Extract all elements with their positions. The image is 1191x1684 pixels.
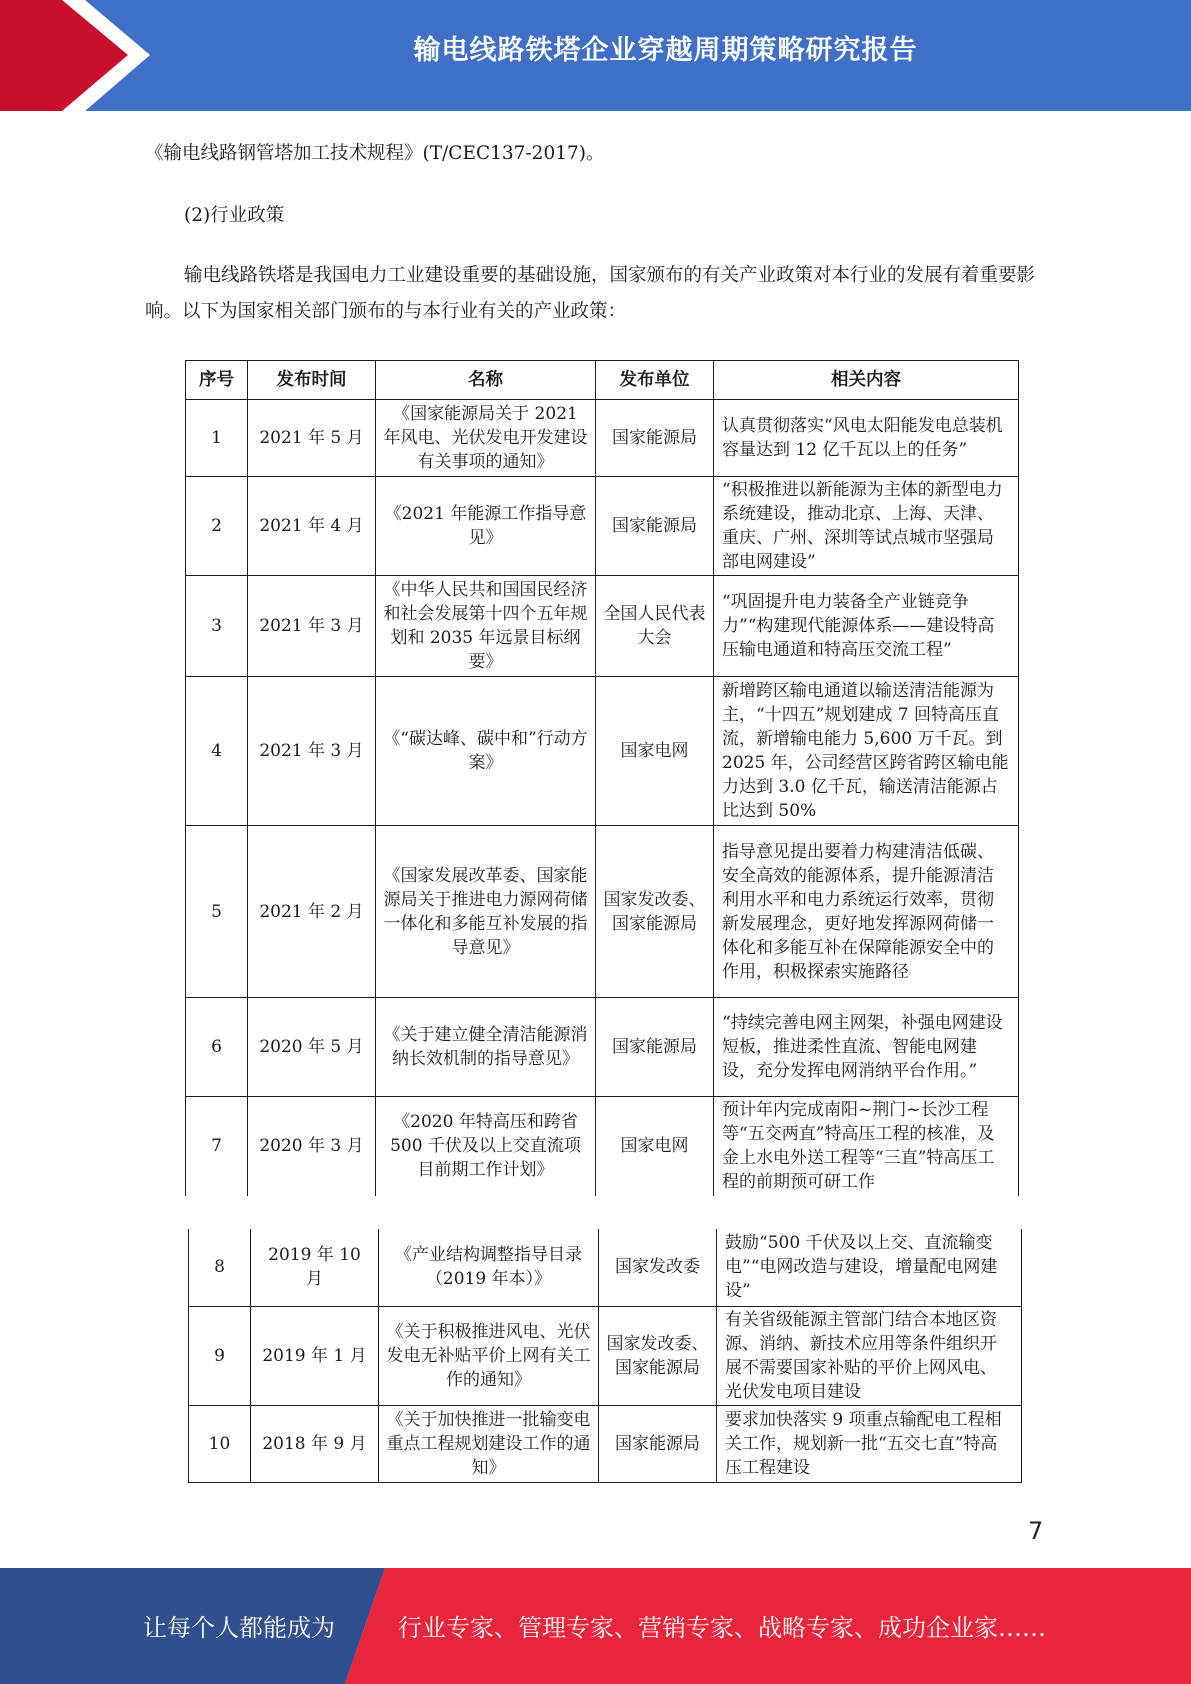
reference-line: 《输电线路钢管塔加工技术规程》(T/CEC137-2017)。 [145,143,605,164]
table-row [189,1405,1022,1482]
section-heading: (2)行业政策 [184,205,285,226]
cell-name: 《关于建立健全清洁能源消纳长效机制的指导意见》 [376,998,596,1097]
cell-no: 1 [186,400,248,477]
table-row [186,1097,1019,1196]
cell-issuer: 国家发改委、国家能源局 [596,826,714,998]
table-row [186,400,1019,477]
cell-name: 《中华人民共和国国民经济和社会发展第十四个五年规划和 2035 年远景目标纲要》 [376,576,596,677]
cell-name: 《关于加快推进一批输变电重点工程规划建设工作的通知》 [379,1405,599,1482]
header-issuer: 发布单位 [596,361,714,400]
cell-name: 《国家能源局关于 2021 年风电、光伏发电开发建设有关事项的通知》 [376,400,596,477]
cell-content: 指导意见提出要着力构建清洁低碳、安全高效的能源体系，提升能源清洁利用水平和电力系统运行效率，贯彻新发展理念，更好地发挥源网荷储一体化和多能互补在保障能源安全中的作用，积极探索实施路径 [714,826,1019,998]
page-number: 7 [1028,1517,1044,1545]
cell-no: 3 [186,576,248,677]
header-no: 序号 [186,361,248,400]
cell-name: 《2021 年能源工作指导意见》 [376,477,596,576]
footer-slogan-left: 让每个人都能成为 [143,1614,335,1642]
cell-content: 预计年内完成南阳~荆门~长沙工程等“五交两直”特高压工程的核准，及金上水电外送工程等“三直”特高压工程的前期预可研工作 [714,1097,1019,1196]
policy-table-part2 [188,1229,1022,1483]
cell-issuer: 全国人民代表大会 [596,576,714,677]
cell-no: 2 [186,477,248,576]
cell-content: “持续完善电网主网架，补强电网建设短板，推进柔性直流、智能电网建设，充分发挥电网消纳平台作用。” [714,998,1019,1097]
header-date: 发布时间 [248,361,376,400]
header-content: 相关内容 [714,361,1019,400]
cell-issuer: 国家能源局 [596,477,714,576]
header-arrow-decoration [0,0,160,111]
cell-date: 2019 年 10 月 [251,1229,379,1306]
cell-date: 2021 年 2 月 [248,826,376,998]
cell-issuer: 国家发改委、国家能源局 [599,1306,717,1405]
policy-table-part1 [185,360,1019,1196]
cell-content: “巩固提升电力装备全产业链竞争力”“构建现代能源体系——建设特高压输电通道和特高压交流工程” [714,576,1019,677]
table-row [186,677,1019,826]
cell-date: 2020 年 3 月 [248,1097,376,1196]
cell-content: 有关省级能源主管部门结合本地区资源、消纳、新技术应用等条件组织开展不需要国家补贴的平价上网风电、光伏发电项目建设 [717,1306,1022,1405]
page-footer [0,1568,1191,1684]
cell-issuer: 国家能源局 [596,400,714,477]
page-header [0,0,1191,111]
table-row [186,576,1019,677]
cell-content: “积极推进以新能源为主体的新型电力系统建设，推动北京、上海、天津、重庆、广州、深圳等试点城市坚强局部电网建设” [714,477,1019,576]
cell-no: 5 [186,826,248,998]
footer-slogan-right: 行业专家、管理专家、营销专家、战略专家、成功企业家…… [398,1614,1046,1642]
header-name: 名称 [376,361,596,400]
cell-content: 要求加快落实 9 项重点输配电工程相关工作，规划新一批“五交七直”特高压工程建设 [717,1405,1022,1482]
cell-name: 《产业结构调整指导目录（2019 年本）》 [379,1229,599,1306]
intro-paragraph: 输电线路铁塔是我国电力工业建设重要的基础设施，国家颁布的有关产业政策对本行业的发展有着重要影响。以下为国家相关部门颁布的与本行业有关的产业政策： [145,265,1036,322]
cell-date: 2021 年 5 月 [248,400,376,477]
cell-name: 《关于积极推进风电、光伏发电无补贴平价上网有关工作的通知》 [379,1306,599,1405]
cell-no: 9 [189,1306,251,1405]
cell-issuer: 国家能源局 [596,998,714,1097]
cell-name: 《“碳达峰、碳中和”行动方案》 [376,677,596,826]
cell-issuer: 国家能源局 [599,1405,717,1482]
cell-name: 《国家发展改革委、国家能源局关于推进电力源网荷储一体化和多能互补发展的指导意见》 [376,826,596,998]
table-row [186,477,1019,576]
cell-no: 10 [189,1405,251,1482]
table-header-row [186,361,1019,400]
cell-content: 新增跨区输电通道以输送清洁能源为主，“十四五”规划建成 7 回特高压直流，新增输电能力 5,600 万千瓦。到 2025 年，公司经营区跨省跨区输电能力达到 3.0 亿千瓦，输送清洁能源占比达到 50% [714,677,1019,826]
report-title: 输电线路铁塔企业穿越周期策略研究报告 [413,35,918,66]
table-row [189,1229,1022,1306]
table-row [189,1306,1022,1405]
cell-date: 2018 年 9 月 [251,1405,379,1482]
table-row [186,998,1019,1097]
cell-no: 6 [186,998,248,1097]
cell-date: 2021 年 3 月 [248,576,376,677]
cell-no: 8 [189,1229,251,1306]
table-row [186,826,1019,998]
cell-date: 2021 年 3 月 [248,677,376,826]
cell-date: 2021 年 4 月 [248,477,376,576]
cell-date: 2020 年 5 月 [248,998,376,1097]
cell-issuer: 国家发改委 [599,1229,717,1306]
cell-content: 认真贯彻落实“风电太阳能发电总装机容量达到 12 亿千瓦以上的任务” [714,400,1019,477]
cell-content: 鼓励“500 千伏及以上交、直流输变电”“电网改造与建设，增量配电网建设” [717,1229,1022,1306]
cell-no: 4 [186,677,248,826]
cell-issuer: 国家电网 [596,1097,714,1196]
cell-name: 《2020 年特高压和跨省 500 千伏及以上交直流项目前期工作计划》 [376,1097,596,1196]
cell-issuer: 国家电网 [596,677,714,826]
cell-no: 7 [186,1097,248,1196]
cell-date: 2019 年 1 月 [251,1306,379,1405]
